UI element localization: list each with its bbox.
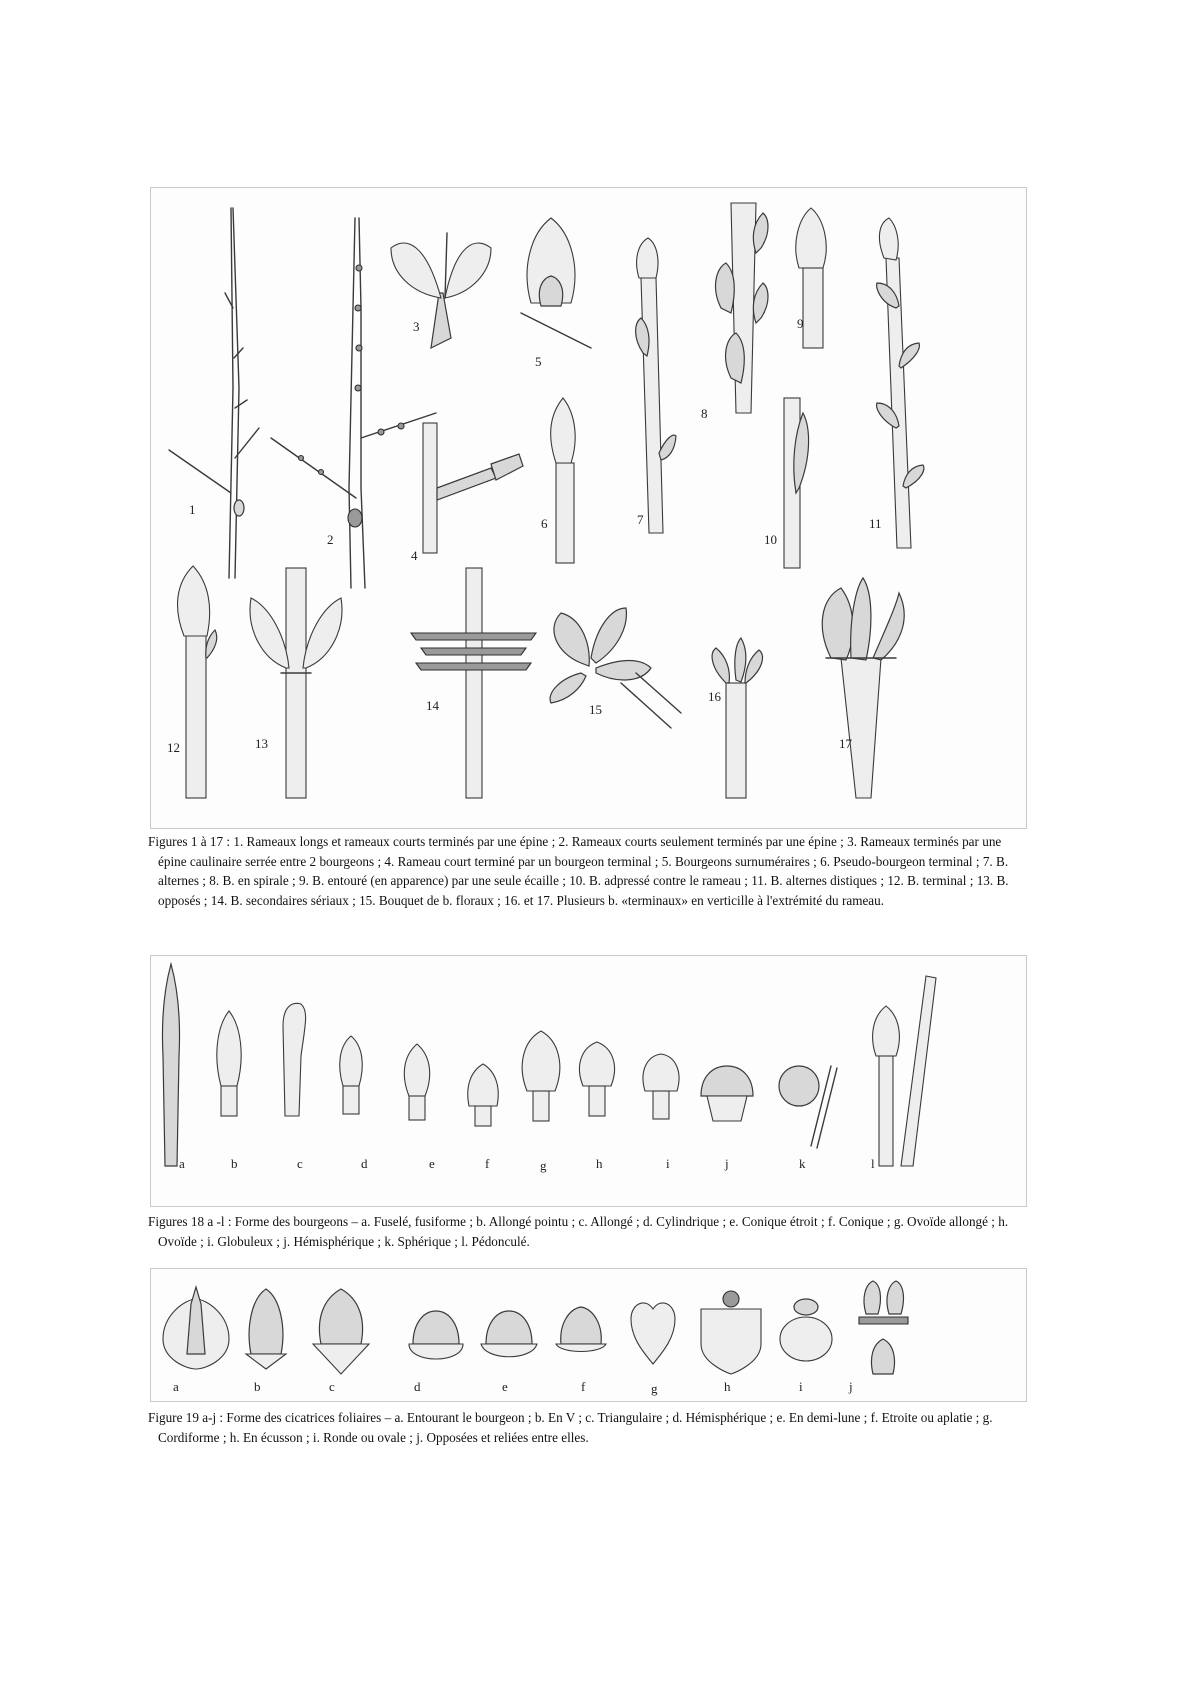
scar-label-g: g xyxy=(651,1381,658,1396)
scar-label-f: f xyxy=(581,1379,586,1394)
fig-label-4: 4 xyxy=(411,548,418,563)
bud-shape-j xyxy=(701,1066,753,1121)
drawing-fig-11 xyxy=(877,218,924,548)
fig-label-8: 8 xyxy=(701,406,708,421)
fig-label-12: 12 xyxy=(167,740,180,755)
drawing-fig-6 xyxy=(551,398,576,563)
bud-label-c: c xyxy=(297,1156,303,1171)
scar-label-j: j xyxy=(849,1379,853,1394)
bud-shape-a xyxy=(162,964,179,1166)
bud-shape-h xyxy=(579,1042,614,1116)
bud-label-g: g xyxy=(540,1158,547,1173)
scar-shape-g xyxy=(631,1303,675,1364)
drawing-fig-7 xyxy=(636,238,676,533)
fig-label-3: 3 xyxy=(413,319,420,334)
drawing-fig-3 xyxy=(391,233,491,348)
caption-figure-18 xyxy=(148,1212,1028,1251)
bud-label-k: k xyxy=(799,1156,806,1171)
bud-shape-f xyxy=(468,1064,498,1126)
fig-label-17: 17 xyxy=(839,736,852,751)
scar-shape-d xyxy=(409,1311,463,1359)
scar-shape-f xyxy=(556,1307,606,1352)
scar-shape-i xyxy=(780,1299,832,1361)
caption-text: Figures 1 à 17 : 1. Rameaux longs et rameaux courts terminés par une épine ; 2. Rameaux courts seulement terminés par une épine ; 3. Rameaux terminés par une épine caulinaire serrée entre 2 bourgeons ; 4. Rameau court terminé par un bourgeon terminal ; 5. Bourgeons surnuméraires ; 6. Pseudo-bourgeon terminal ; 7. B. alternes ; 8. B. en spirale ; 9. B. entouré (en apparence) par une seule écaille ; 10. B. adpressé contre le rameau ; 11. B. alternes distiques ; 12. B. terminal ; 13. B. opposés ; 14. B. secondaires sériaux ; 15. Bouquet de b. floraux ; 16. et 17. Plusieurs b. «terminaux» en verticille à l'extrémité du rameau. xyxy=(148,834,1009,908)
fig-label-9: 9 xyxy=(797,316,804,331)
fig-label-5: 5 xyxy=(535,354,542,369)
plate-figures-1-17 xyxy=(150,187,1027,829)
fig-label-14: 14 xyxy=(426,698,439,713)
scar-label-d: d xyxy=(414,1379,421,1394)
bud-shape-i xyxy=(643,1054,679,1119)
drawing-fig-5 xyxy=(521,218,591,348)
bud-label-f: f xyxy=(485,1156,490,1171)
bud-label-i: i xyxy=(666,1156,670,1171)
drawing-fig-12 xyxy=(178,566,217,798)
drawing-fig-17 xyxy=(822,578,904,798)
bud-label-e: e xyxy=(429,1156,435,1171)
bud-shape-g xyxy=(522,1031,560,1121)
fig-label-11: 11 xyxy=(869,516,882,531)
fig-label-15: 15 xyxy=(589,702,602,717)
caption-figures-1-17 xyxy=(148,832,1028,910)
scar-label-h: h xyxy=(724,1379,731,1394)
fig-label-2: 2 xyxy=(327,532,334,547)
bud-shape-d xyxy=(340,1036,363,1114)
bud-shape-l xyxy=(873,976,936,1166)
scar-shape-a xyxy=(163,1287,229,1369)
scar-label-c: c xyxy=(329,1379,335,1394)
drawing-fig-8 xyxy=(716,203,768,413)
plate-figure-18 xyxy=(150,955,1027,1207)
bud-label-h: h xyxy=(596,1156,603,1171)
drawing-fig-15 xyxy=(550,608,681,728)
scar-label-e: e xyxy=(502,1379,508,1394)
fig-label-16: 16 xyxy=(708,689,721,704)
fig-label-1: 1 xyxy=(189,502,196,517)
caption-text: Figure 19 a-j : Forme des cicatrices foliaires – a. Entourant le bourgeon ; b. En V ; c. Triangulaire ; d. Hémisphérique ; e. En demi-lune ; f. Etroite ou aplatie ; g. Cordiforme ; h. En écusson ; i. Ronde ou ovale ; j. Opposées et reliées entre elles. xyxy=(148,1410,993,1445)
drawing-fig-13 xyxy=(250,568,342,798)
bud-label-a: a xyxy=(179,1156,185,1171)
bud-shape-b xyxy=(217,1011,241,1116)
bud-shape-c xyxy=(283,1003,306,1116)
fig-label-6: 6 xyxy=(541,516,548,531)
bud-label-d: d xyxy=(361,1156,368,1171)
scar-shape-h xyxy=(701,1291,761,1374)
scar-shape-b xyxy=(246,1289,286,1369)
plate-figure-19 xyxy=(150,1268,1027,1402)
fig-label-7: 7 xyxy=(637,512,644,527)
scar-label-a: a xyxy=(173,1379,179,1394)
fig-label-10: 10 xyxy=(764,532,777,547)
bud-label-b: b xyxy=(231,1156,238,1171)
caption-figure-19 xyxy=(148,1408,1028,1447)
drawing-fig-4 xyxy=(423,423,523,553)
drawing-fig-1 xyxy=(169,208,259,578)
scar-shape-e xyxy=(481,1311,537,1357)
drawing-fig-14 xyxy=(411,568,536,798)
scar-shape-j xyxy=(859,1281,908,1374)
fig-label-13: 13 xyxy=(255,736,268,751)
scar-shape-c xyxy=(313,1289,369,1374)
bud-label-l: l xyxy=(871,1156,875,1171)
drawing-fig-16 xyxy=(712,638,762,798)
bud-label-j: j xyxy=(725,1156,729,1171)
bud-shape-k xyxy=(779,1066,837,1148)
bud-shape-e xyxy=(404,1044,429,1120)
scar-label-b: b xyxy=(254,1379,261,1394)
scar-label-i: i xyxy=(799,1379,803,1394)
drawing-fig-10 xyxy=(784,398,809,568)
caption-text: Figures 18 a -l : Forme des bourgeons – a. Fuselé, fusiforme ; b. Allongé pointu ; c. Allongé ; d. Cylindrique ; e. Conique étroit ; f. Conique ; g. Ovoïde allongé ; h. Ovoïde ; i. Globuleux ; j. Hémisphérique ; k. Sphérique ; l. Pédonculé. xyxy=(148,1214,1009,1249)
